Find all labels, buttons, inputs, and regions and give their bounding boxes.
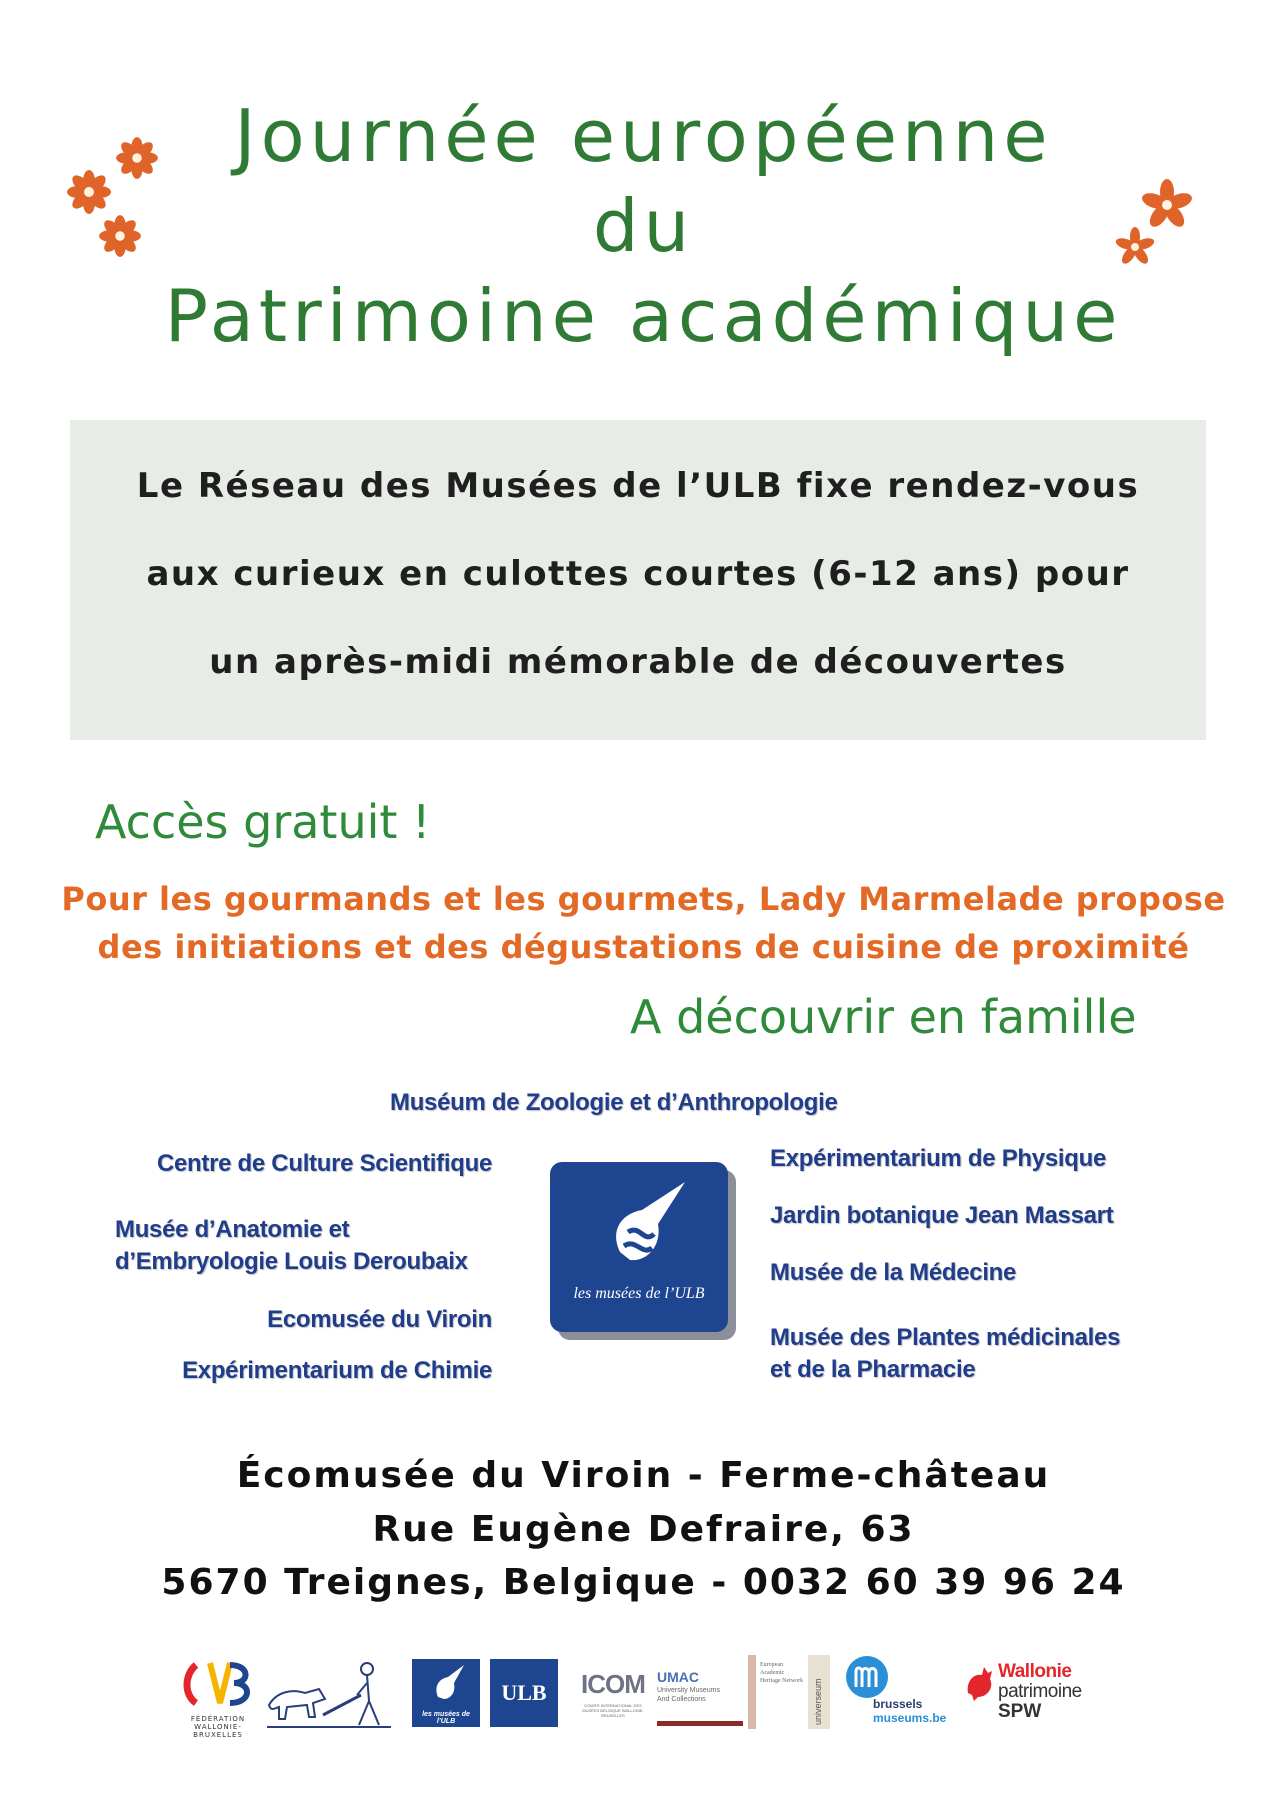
family-text: A découvrir en famille	[630, 990, 1137, 1044]
icom-logo	[578, 1655, 648, 1735]
museum-zoologie: Muséum de Zoologie et d’Anthropologie	[390, 1089, 838, 1116]
universeum-text: universeum	[813, 1678, 823, 1725]
museum-plantes-1: Musée des Plantes médicinales	[770, 1324, 1121, 1351]
universeum-band	[808, 1655, 830, 1729]
title-line-2: du	[592, 184, 695, 268]
museum-plantes-2: et de la Pharmacie	[770, 1356, 976, 1383]
museum-medecine: Musée de la Médecine	[770, 1259, 1017, 1286]
address-line-3: 5670 Treignes, Belgique - 0032 60 39 96 24	[161, 1562, 1126, 1603]
brussels-museums-icon	[845, 1655, 889, 1699]
musees-ulb-small-icon	[412, 1659, 480, 1709]
icom-subtext: COMITÉ INTERNATIONAL DES MUSÉES BELGIQUE WALLONIE-BRUXELLES	[582, 1703, 644, 1718]
ulb-logo	[490, 1655, 558, 1735]
ecomusee-drawing-logo	[263, 1655, 395, 1735]
museums-be-text: museums.be	[873, 1711, 947, 1725]
federation-wb-icon	[178, 1655, 258, 1713]
ulb-text: ULB	[490, 1659, 558, 1727]
musees-ulb-small-box	[412, 1659, 480, 1727]
patrimoine-text: patrimoine	[998, 1681, 1082, 1702]
federation-wb-logo	[178, 1655, 258, 1739]
rooster-icon	[962, 1663, 996, 1703]
museum-anatomie-1: Musée d’Anatomie et	[115, 1216, 350, 1243]
european-network-text: European Academic Heritage Network	[760, 1662, 804, 1684]
intro-line-1: Le Réseau des Musées de l’ULB fixe rendez-vous	[136, 466, 1140, 506]
spw-text: SPW	[998, 1701, 1042, 1722]
musees-ulb-emblem-icon	[550, 1162, 728, 1282]
musees-ulb-small-logo	[412, 1655, 480, 1735]
address-line-1: Écomusée du Viroin - Ferme-château	[236, 1455, 1051, 1496]
museum-jardin-botanique: Jardin botanique Jean Massart	[770, 1202, 1114, 1229]
brussels-text: brussels	[873, 1697, 923, 1711]
intro-line-2: aux curieux en culottes courtes (6-12 ans) pour	[146, 554, 1130, 594]
icom-text: ICOM	[581, 1669, 645, 1699]
free-access-text: Accès gratuit !	[95, 795, 431, 849]
wallonie-text: Wallonie	[998, 1661, 1072, 1682]
european-network-logo	[748, 1655, 832, 1735]
museum-exp-chimie: Expérimentarium de Chimie	[182, 1357, 492, 1384]
wallonie-patrimoine-logo	[962, 1655, 1112, 1735]
museum-anatomie-2: d’Embryologie Louis Deroubaix	[115, 1248, 468, 1275]
musees-ulb-small-caption: les musées de l’ULB	[422, 1711, 470, 1725]
umac-subtext-1: University Museums	[657, 1687, 721, 1694]
intro-line-3: un après-midi mémorable de découvertes	[209, 642, 1067, 682]
umac-text: UMAC	[657, 1669, 699, 1685]
museum-centre-culture: Centre de Culture Scientifique	[156, 1150, 492, 1177]
gourmet-line-2: des initiations et des dégustations de cuisine de proximité	[97, 928, 1190, 966]
european-network-bar	[748, 1655, 756, 1729]
umac-logo	[655, 1655, 745, 1735]
intro-box	[70, 420, 1206, 740]
farmer-horse-icon	[263, 1655, 395, 1735]
address-line-2: Rue Eugène Defraire, 63	[372, 1509, 915, 1550]
museum-exp-physique: Expérimentarium de Physique	[770, 1145, 1107, 1172]
musees-ulb-logo	[550, 1162, 728, 1332]
title-line-1: Journée européenne	[234, 94, 1053, 178]
brussels-museums-logo	[845, 1655, 945, 1735]
title-line-3: Patrimoine académique	[164, 274, 1123, 358]
museum-ecomusee: Ecomusée du Viroin	[267, 1306, 492, 1333]
umac-underline	[657, 1721, 743, 1726]
musees-ulb-caption: les musées de l’ULB	[573, 1285, 705, 1302]
umac-subtext-2: And Collections	[657, 1696, 706, 1703]
gourmet-line-1: Pour les gourmands et les gourmets, Lady Marmelade propose	[61, 880, 1226, 918]
federation-wb-text: FÉDÉRATION WALLONIE-BRUXELLES	[190, 1715, 246, 1739]
